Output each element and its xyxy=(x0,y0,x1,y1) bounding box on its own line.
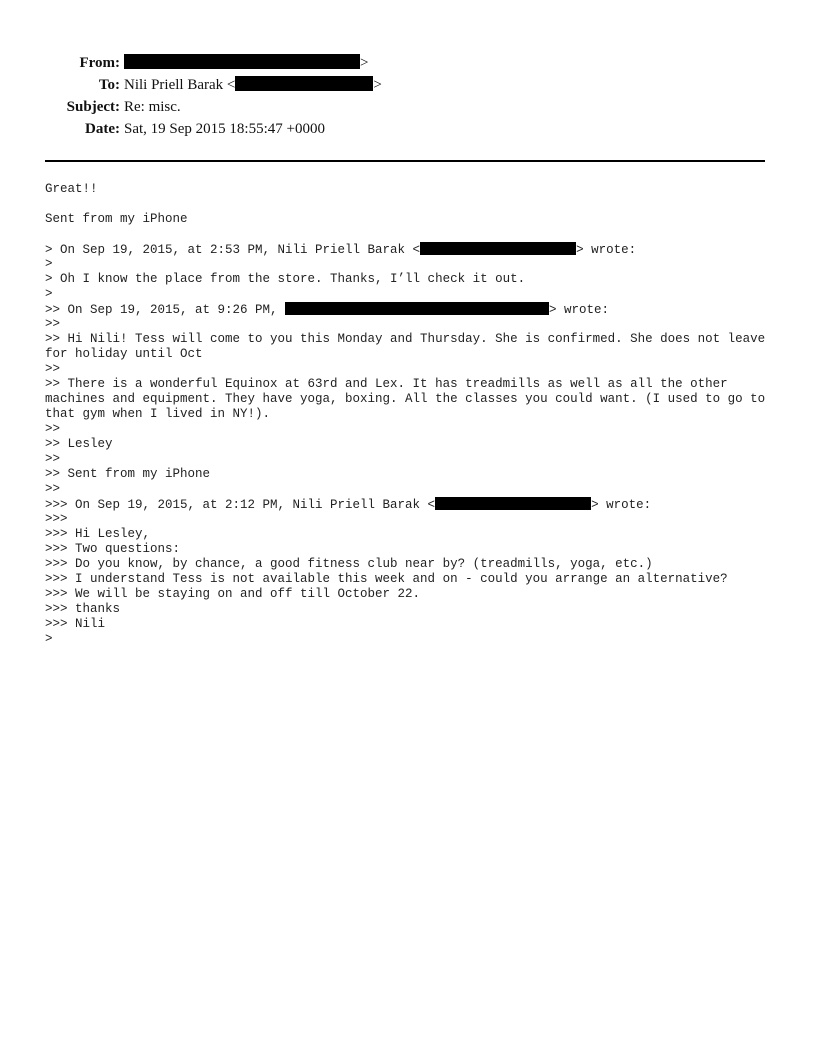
body-line: >>> thanks xyxy=(45,602,121,616)
to-label: To: xyxy=(98,77,120,93)
quote-header-line xyxy=(45,302,775,317)
redaction-box xyxy=(285,302,549,315)
quote-header-text: > On Sep 19, 2015, at 2:53 PM, Nili Priell Barak < xyxy=(45,243,421,257)
body-paragraph: >> Hi Nili! Tess will come to you this Monday and Thursday. She is confirmed. She does not leave for holiday until Oct xyxy=(45,332,766,361)
body-line: > Oh I know the place from the store. Thanks, I’ll check it out. xyxy=(45,272,526,286)
email-body xyxy=(45,182,775,647)
quote-header-suffix: > wrote: xyxy=(576,243,637,257)
subject-row xyxy=(0,96,816,118)
body-line: >>> I understand Tess is not available this week and on - could you arrange an alternative? xyxy=(45,572,728,586)
from-row xyxy=(0,52,816,74)
date-value: Sat, 19 Sep 2015 18:55:47 +0000 xyxy=(124,121,325,137)
to-suffix: > xyxy=(373,77,382,93)
to-name: Nili Priell Barak < xyxy=(124,77,236,93)
quote-header-text: >> On Sep 19, 2015, at 9:26 PM, xyxy=(45,303,286,317)
body-line: > xyxy=(45,632,53,646)
body-line: Great!! xyxy=(45,182,98,196)
body-line: >> xyxy=(45,362,61,376)
quote-header-text: >>> On Sep 19, 2015, at 2:12 PM, Nili Priell Barak < xyxy=(45,498,436,512)
body-line: >>> We will be staying on and off till October 22. xyxy=(45,587,421,601)
body-line: >> Sent from my iPhone xyxy=(45,467,211,481)
quote-header-suffix: > wrote: xyxy=(591,498,652,512)
body-line: >> xyxy=(45,482,61,496)
from-label: From: xyxy=(79,55,120,71)
quote-header-line xyxy=(45,242,775,257)
redaction-box xyxy=(420,242,576,255)
body-line: >>> Hi Lesley, xyxy=(45,527,151,541)
body-line: > xyxy=(45,287,53,301)
body-line: >>> Nili xyxy=(45,617,106,631)
body-line: >>> Two questions: xyxy=(45,542,181,556)
blank-line xyxy=(45,197,775,212)
to-row xyxy=(0,74,816,96)
subject-value: Re: misc. xyxy=(124,99,181,115)
date-label: Date: xyxy=(85,121,120,137)
body-paragraph: >> There is a wonderful Equinox at 63rd and Lex. It has treadmills as well as all the other machines and equipment. They have yoga, boxing. All the classes you could want. (I used to go to that gym when I lived in NY!). xyxy=(45,377,766,421)
body-line: >>> xyxy=(45,512,68,526)
body-line: >>> Do you know, by chance, a good fitness club near by? (treadmills, yoga, etc.) xyxy=(45,557,653,571)
body-line: >> Lesley xyxy=(45,437,113,451)
body-line: Sent from my iPhone xyxy=(45,212,188,226)
from-suffix: > xyxy=(360,55,369,71)
blank-line xyxy=(45,227,775,242)
body-line: >> xyxy=(45,422,61,436)
body-line: > xyxy=(45,257,53,271)
body-line: >> xyxy=(45,452,61,466)
header-divider xyxy=(45,160,765,162)
redaction-box xyxy=(435,497,591,510)
redaction-box xyxy=(124,54,360,69)
subject-label: Subject: xyxy=(66,99,120,115)
quote-header-suffix: > wrote: xyxy=(549,303,610,317)
from-value xyxy=(124,52,368,74)
quote-header-line xyxy=(45,497,775,512)
body-line: >> xyxy=(45,317,61,331)
date-row xyxy=(0,118,816,140)
email-header xyxy=(0,52,816,140)
redaction-box xyxy=(235,76,373,91)
to-value xyxy=(124,74,382,96)
